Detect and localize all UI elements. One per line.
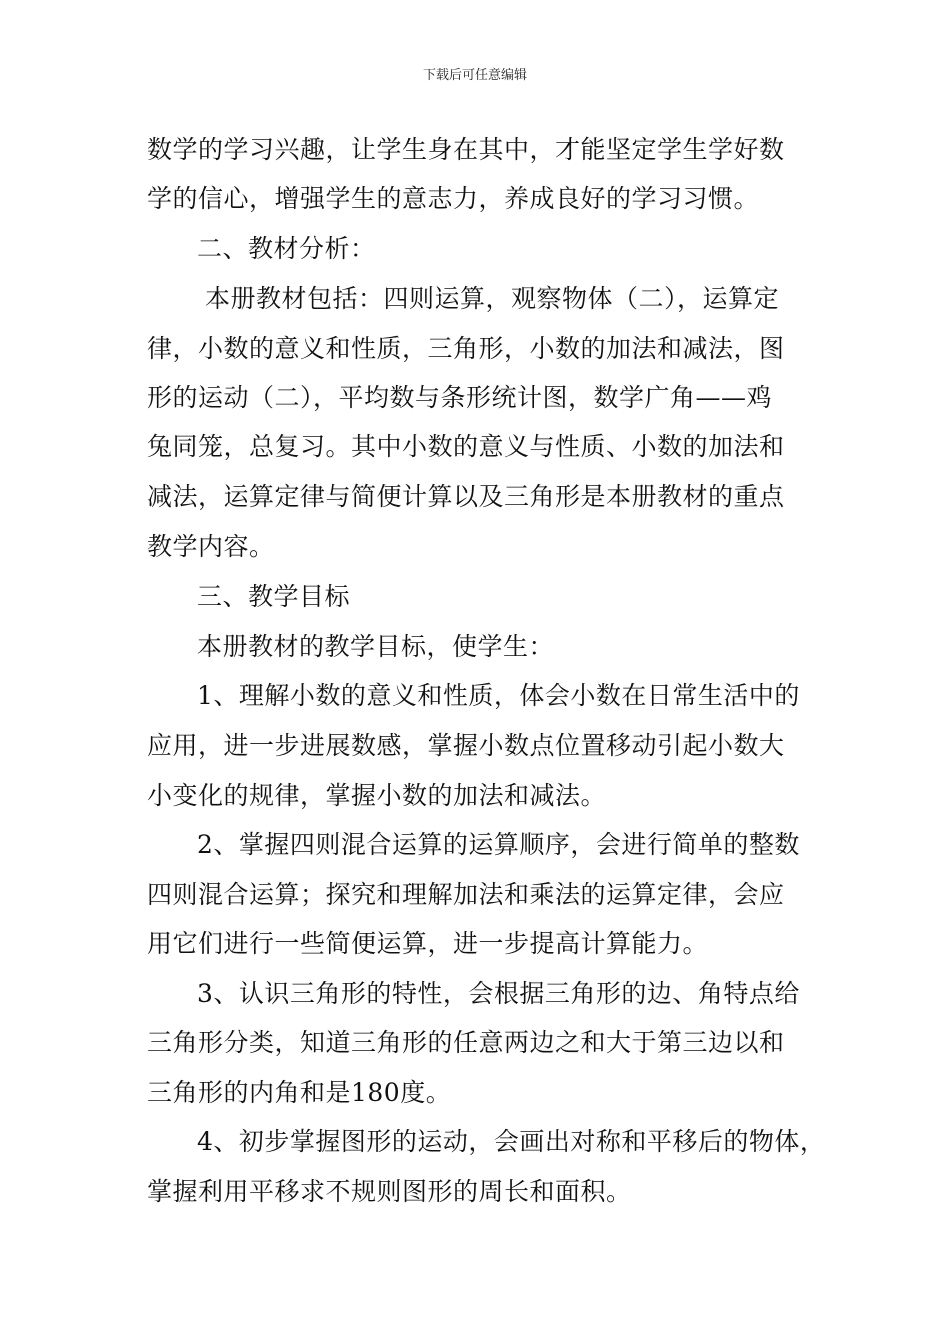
text-line: 本册教材的教学目标，使学生： [197, 632, 555, 661]
text-line: 4、初步掌握图形的运动，会画出对称和平移后的物体， [197, 1127, 826, 1156]
text-line: 应用，进一步进展数感，掌握小数点位置移动引起小数大 [147, 731, 785, 760]
text-line: 数学的学习兴趣，让学生身在其中，才能坚定学生学好数 [147, 135, 785, 164]
text-line: 三角形分类，知道三角形的任意两边之和大于第三边以和 [147, 1028, 785, 1057]
text-line: 学的信心，增强学生的意志力，养成良好的学习习惯。 [147, 184, 760, 213]
section-heading: 三、教学目标 [197, 582, 351, 611]
text-line: 律，小数的意义和性质，三角形，小数的加法和减法，图 [147, 334, 785, 363]
text-line: 兔同笼，总复习。其中小数的意义与性质、小数的加法和 [147, 432, 785, 461]
text-line: 三角形的内角和是180度。 [147, 1078, 452, 1107]
text-line: 掌握利用平移求不规则图形的周长和面积。 [147, 1177, 632, 1206]
text-line: 3、认识三角形的特性，会根据三角形的边、角特点给 [197, 979, 800, 1008]
text-line: 形的运动（二），平均数与条形统计图，数学广角——鸡 [147, 383, 773, 412]
text-line: 减法，运算定律与简便计算以及三角形是本册教材的重点 [147, 482, 785, 511]
text-line: 四则混合运算；探究和理解加法和乘法的运算定律，会应 [147, 880, 785, 909]
text-line: 小变化的规律，掌握小数的加法和减法。 [147, 781, 607, 810]
text-line: 2、掌握四则混合运算的运算顺序，会进行简单的整数 [197, 830, 800, 859]
text-line: 用它们进行一些简便运算，进一步提高计算能力。 [147, 929, 709, 958]
text-line: 教学内容。 [147, 532, 275, 561]
text-line: 1、理解小数的意义和性质，体会小数在日常生活中的 [197, 681, 800, 710]
page-header: 下载后可任意编辑 [422, 68, 527, 83]
text-line: 本册教材包括：四则运算，观察物体（二），运算定 [205, 284, 780, 313]
section-heading: 二、教材分析： [197, 234, 376, 263]
